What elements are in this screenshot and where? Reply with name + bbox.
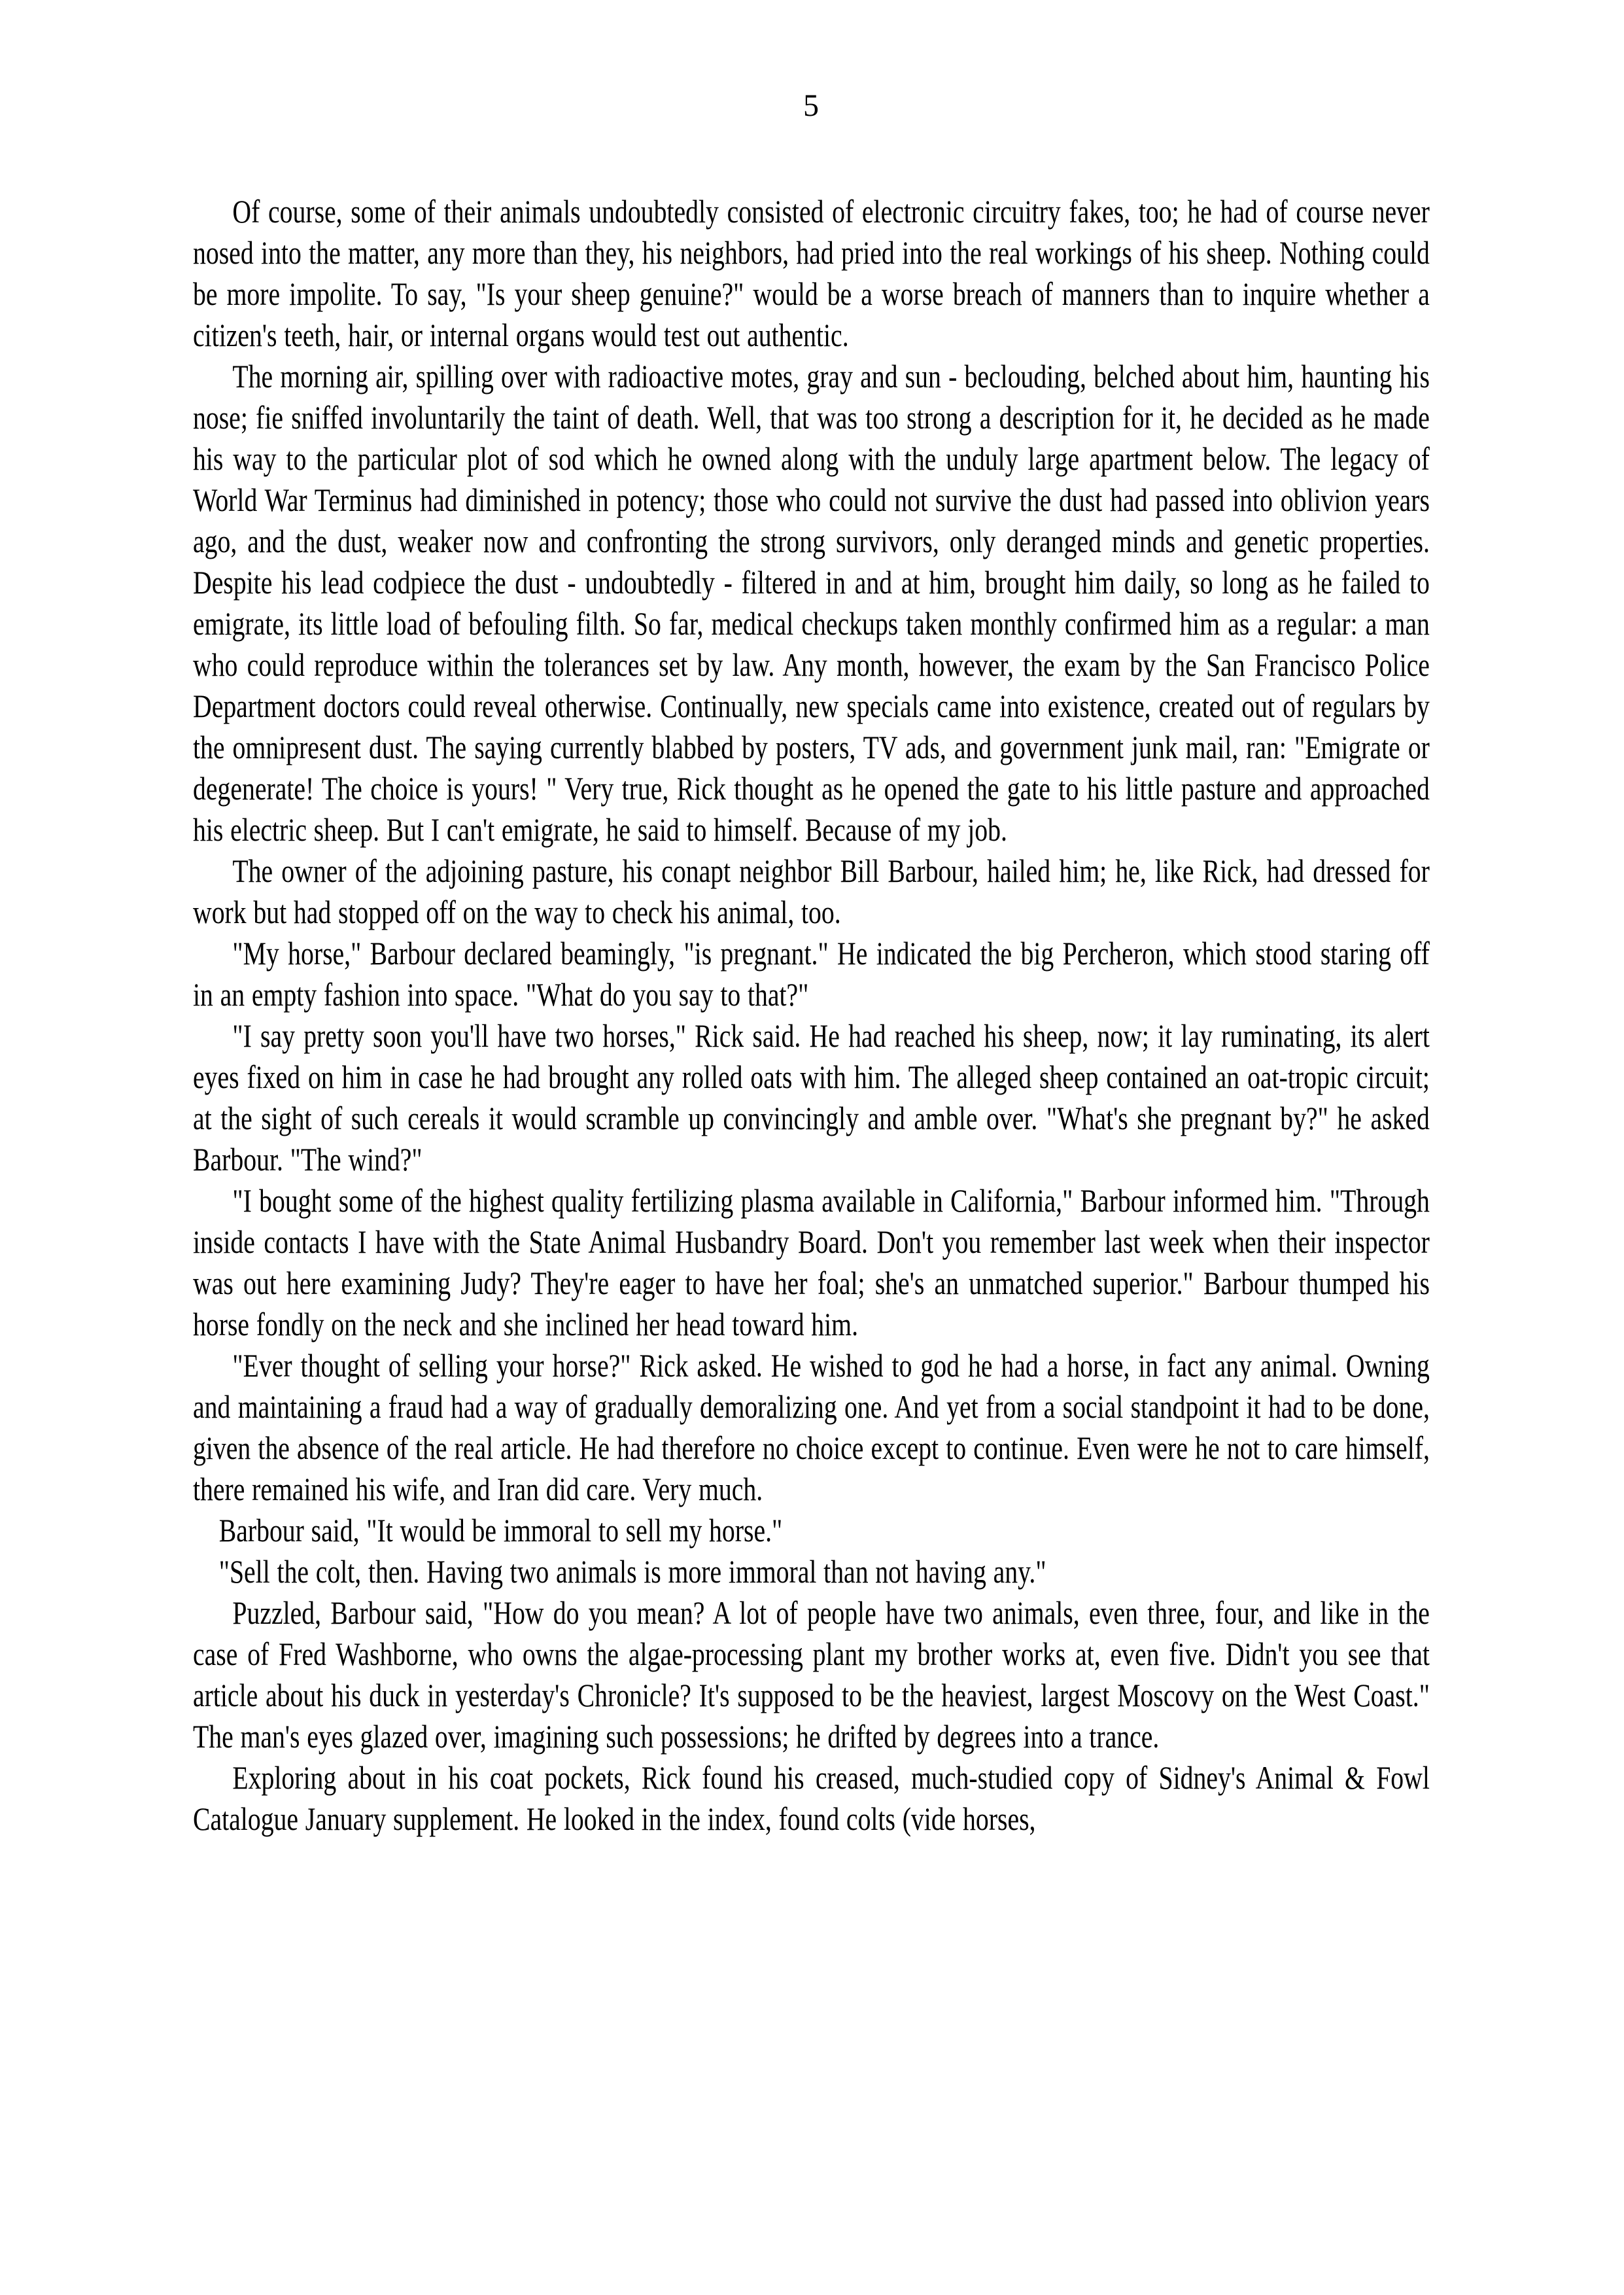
paragraph: Exploring about in his coat pockets, Rick found his creased, much-studied copy of Sidney's Animal & Fowl Catalogue January supplement. He looked in the index, found colts (vide horses, <box>193 1759 1430 1837</box>
paragraph: "Sell the colt, then. Having two animals is more immoral than not having any." <box>218 1553 1046 1590</box>
paragraph: The morning air, spilling over with radioactive motes, gray and sun - beclouding, belched about him, haunting his nose; fie sniffed involuntarily the taint of death. Well, that was too strong a description for it, he decided as he made his way to the particular plot of sod which he owned along with the unduly large apartment below. The legacy of World War Terminus had diminished in potency; those who could not survive the dust had passed into oblivion years ago, and the dust, weaker now and confronting the strong survivors, only deranged minds and genetic properties. Despite his lead codpiece the dust - undoubtedly - filtered in and at him, brought him daily, so long as he failed to emigrate, its little load of befouling filth. So far, medical checkups taken monthly confirmed him as a regular: a man who could reproduce within the tolerances set by law. Any month, however, the exam by the San Francisco Police Department doctors could reveal otherwise. Continually, new specials came into existence, created out of regulars by the omnipresent dust. The saying currently blabbed by posters, TV ads, and government junk mail, ran: "Emigrate or degenerate! The choice is yours! " Very true, Rick thought as he opened the gate to his little pasture and approached his electric sheep. But I can't emigrate, he said to himself. Because of my job. <box>193 358 1430 848</box>
paragraph: "I say pretty soon you'll have two horses," Rick said. He had reached his sheep, now; it lay ruminating, its alert eyes fixed on him in case he had brought any rolled oats with him. The alleged sheep contained an oat-tropic circuit; at the sight of such cereals it would scramble up convincingly and amble over. "What's she pregnant by?" he asked Barbour. "The wind?" <box>193 1017 1430 1178</box>
text-block <box>193 191 1430 1840</box>
paragraph: The owner of the adjoining pasture, his conapt neighbor Bill Barbour, hailed him; he, like Rick, had dressed for work but had stopped off on the way to check his animal, too. <box>193 852 1430 930</box>
paragraph: "Ever thought of selling your horse?" Rick asked. He wished to god he had a horse, in fact any animal. Owning and maintaining a fraud had a way of gradually demoralizing one. And yet from a social standpoint it had to be done, given the absence of the real article. He had therefore no choice except to continue. Even were he not to care himself, there remained his wife, and Iran did care. Very much. <box>193 1347 1430 1507</box>
paragraph: Of course, some of their animals undoubtedly consisted of electronic circuitry fakes, too; he had of course never nosed into the matter, any more than they, his neighbors, had pried into the real workings of his sheep. Nothing could be more impolite. To say, "Is your sheep genuine?" would be a worse breach of manners than to inquire whether a citizen's teeth, hair, or internal organs would test out authentic. <box>193 193 1430 353</box>
paragraph: Barbour said, "It would be immoral to sell my horse." <box>218 1512 783 1549</box>
paragraph: Puzzled, Barbour said, "How do you mean? A lot of people have two animals, even three, four, and like in the case of Fred Washborne, who owns the algae-processing plant my brother works at, even five. Didn't you see that article about his duck in yesterday's Chronicle? It's supposed to be the heaviest, largest Moscovy on the West Coast." The man's eyes glazed over, imagining such possessions; he drifted by degrees into a trance. <box>193 1594 1430 1755</box>
paragraph: "I bought some of the highest quality fertilizing plasma available in California," Barbour informed him. "Through inside contacts I have with the State Animal Husbandry Board. Don't you remember last week when their inspector was out here examining Judy? They're eager to have her foal; she's an unmatched superior." Barbour thumped his horse fondly on the neck and she inclined her head toward him. <box>193 1182 1430 1342</box>
page-number: 5 <box>803 88 819 123</box>
paragraph: "My horse," Barbour declared beamingly, "is pregnant." He indicated the big Percheron, which stood staring off in an empty fashion into space. "What do you say to that?" <box>193 935 1430 1013</box>
